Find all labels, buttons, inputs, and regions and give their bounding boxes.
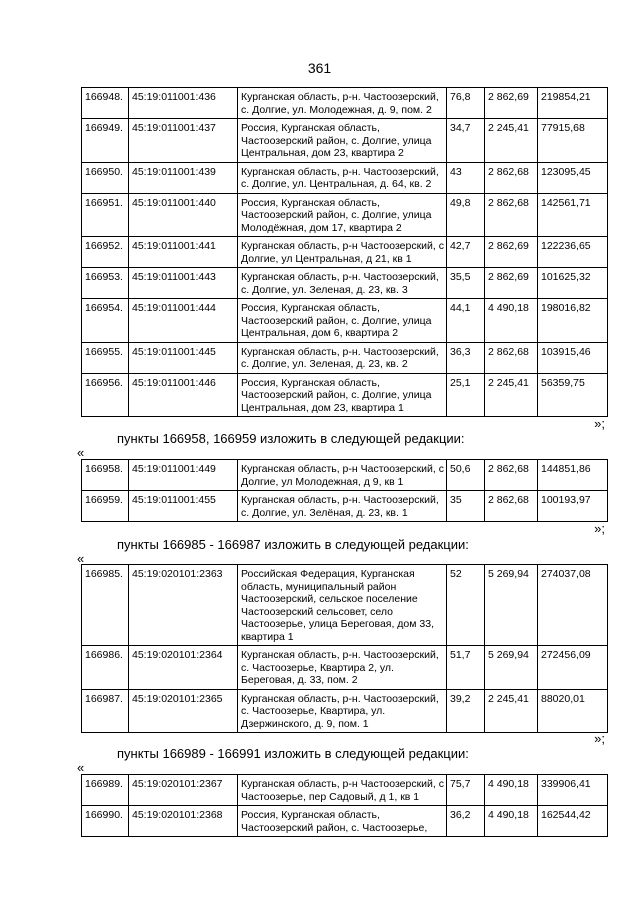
cadastral-number-cell: 45:19:020101:2367 [129,775,238,806]
cadastral-number-cell: 45:19:011001:440 [129,193,238,237]
property-table-2 [81,459,608,522]
property-table-1 [81,87,608,417]
cadastral-number-cell: 45:19:011001:455 [129,491,238,522]
area-cell: 42,7 [447,237,485,268]
item-number-cell: 166956. [82,373,129,417]
area-cell: 34,7 [447,119,485,163]
amendment-instruction: пункты 166989 - 166991 изложить в следующей редакции: [117,746,469,761]
cadastral-number-cell: 45:19:011001:444 [129,299,238,343]
property-table-4 [81,774,608,837]
amendment-instruction: пункты 166985 - 166987 изложить в следующей редакции: [117,537,469,552]
value-cell: 100193,97 [538,491,608,522]
table-row [82,373,608,417]
cadastral-number-cell: 45:19:011001:445 [129,342,238,373]
value-cell: 198016,82 [538,299,608,343]
address-cell: Курганская область, р-н. Частоозерский, с. Частоозерье, Квартира 2, ул. Береговая, д. 33, пом. 2 [238,646,447,690]
table-row [82,268,608,299]
rate-cell: 2 862,68 [485,162,538,193]
item-number-cell: 166953. [82,268,129,299]
cadastral-number-cell: 45:19:011001:441 [129,237,238,268]
value-cell: 103915,46 [538,342,608,373]
address-cell: Курганская область, р-н. Частоозерский, с. Долгие, ул. Центральная, д. 64, кв. 2 [238,162,447,193]
address-cell: Курганская область, р-н Частоозерский, с Долгие, ул Центральная, д 21, кв 1 [238,237,447,268]
table-row [82,806,608,837]
value-cell: 77915,68 [538,119,608,163]
cadastral-number-cell: 45:19:011001:436 [129,88,238,119]
rate-cell: 2 862,68 [485,193,538,237]
value-cell: 219854,21 [538,88,608,119]
table-row [82,491,608,522]
item-number-cell: 166948. [82,88,129,119]
cadastral-number-cell: 45:19:011001:449 [129,460,238,491]
area-cell: 35,5 [447,268,485,299]
value-cell: 339906,41 [538,775,608,806]
cadastral-number-cell: 45:19:011001:437 [129,119,238,163]
value-cell: 142561,71 [538,193,608,237]
closing-quote: »; [594,521,605,536]
item-number-cell: 166987. [82,689,129,733]
value-cell: 56359,75 [538,373,608,417]
item-number-cell: 166955. [82,342,129,373]
cadastral-number-cell: 45:19:011001:446 [129,373,238,417]
address-cell: Россия, Курганская область, Частоозерский район, с. Долгие, улица Молодёжная, дом 17, квартира 2 [238,193,447,237]
rate-cell: 2 862,69 [485,268,538,299]
address-cell: Россия, Курганская область, Частоозерский район, с. Частоозерье, [238,806,447,837]
area-cell: 25,1 [447,373,485,417]
area-cell: 44,1 [447,299,485,343]
item-number-cell: 166958. [82,460,129,491]
cadastral-number-cell: 45:19:020101:2368 [129,806,238,837]
table-row [82,565,608,646]
address-cell: Курганская область, р-н. Частоозерский, с. Частоозерье, Квартира, ул. Дзержинского, д. 9, пом. 1 [238,689,447,733]
table-row [82,193,608,237]
item-number-cell: 166950. [82,162,129,193]
area-cell: 49,8 [447,193,485,237]
table-row [82,299,608,343]
table-row [82,775,608,806]
address-cell: Российская Федерация, Курганская область, муниципальный район Частоозерский, сельское поселение Частоозерский сельсовет, село Частоозерье, улица Береговая, дом 33, квартира 1 [238,565,447,646]
value-cell: 272456,09 [538,646,608,690]
rate-cell: 2 245,41 [485,689,538,733]
closing-quote: »; [594,731,605,746]
item-number-cell: 166949. [82,119,129,163]
address-cell: Курганская область, р-н Частоозерский, с Частоозерье, пер Садовый, д 1, кв 1 [238,775,447,806]
address-cell: Курганская область, р-н. Частоозерский, с. Долгие, ул. Молодежная, д. 9, пом. 2 [238,88,447,119]
area-cell: 36,2 [447,806,485,837]
item-number-cell: 166986. [82,646,129,690]
cadastral-number-cell: 45:19:011001:443 [129,268,238,299]
item-number-cell: 166989. [82,775,129,806]
rate-cell: 4 490,18 [485,299,538,343]
address-cell: Россия, Курганская область, Частоозерский район, с. Долгие, улица Центральная, дом 6, квартира 2 [238,299,447,343]
rate-cell: 4 490,18 [485,806,538,837]
opening-quote: « [77,551,85,566]
table-row [82,88,608,119]
table-row [82,162,608,193]
rate-cell: 5 269,94 [485,565,538,646]
item-number-cell: 166985. [82,565,129,646]
area-cell: 35 [447,491,485,522]
address-cell: Курганская область, р-н Частоозерский, с Долгие, ул Молодежная, д 9, кв 1 [238,460,447,491]
table-row [82,119,608,163]
value-cell: 122236,65 [538,237,608,268]
property-table-3 [81,564,608,733]
area-cell: 39,2 [447,689,485,733]
address-cell: Курганская область, р-н. Частоозерский, с. Долгие, ул. Зеленая, д. 23, кв. 3 [238,268,447,299]
area-cell: 36,3 [447,342,485,373]
value-cell: 274037,08 [538,565,608,646]
area-cell: 76,8 [447,88,485,119]
value-cell: 162544,42 [538,806,608,837]
amendment-instruction: пункты 166958, 166959 изложить в следующей редакции: [117,431,465,446]
value-cell: 101625,32 [538,268,608,299]
rate-cell: 5 269,94 [485,646,538,690]
rate-cell: 4 490,18 [485,775,538,806]
rate-cell: 2 862,69 [485,237,538,268]
value-cell: 123095,45 [538,162,608,193]
cadastral-number-cell: 45:19:020101:2363 [129,565,238,646]
value-cell: 88020,01 [538,689,608,733]
value-cell: 144851,86 [538,460,608,491]
closing-quote: »; [594,416,605,431]
cadastral-number-cell: 45:19:011001:439 [129,162,238,193]
item-number-cell: 166959. [82,491,129,522]
address-cell: Курганская область, р-н. Частоозерский, с. Долгие, ул. Зеленая, д. 23, кв. 2 [238,342,447,373]
table-row [82,342,608,373]
item-number-cell: 166954. [82,299,129,343]
table-row [82,689,608,733]
area-cell: 75,7 [447,775,485,806]
table-row [82,460,608,491]
area-cell: 52 [447,565,485,646]
table-row [82,646,608,690]
area-cell: 51,7 [447,646,485,690]
cadastral-number-cell: 45:19:020101:2365 [129,689,238,733]
area-cell: 43 [447,162,485,193]
cadastral-number-cell: 45:19:020101:2364 [129,646,238,690]
rate-cell: 2 862,68 [485,491,538,522]
item-number-cell: 166951. [82,193,129,237]
opening-quote: « [77,760,85,775]
item-number-cell: 166990. [82,806,129,837]
address-cell: Россия, Курганская область, Частоозерский район, с. Долгие, улица Центральная, дом 23, квартира 1 [238,373,447,417]
opening-quote: « [77,445,85,460]
area-cell: 50,6 [447,460,485,491]
rate-cell: 2 245,41 [485,119,538,163]
rate-cell: 2 245,41 [485,373,538,417]
item-number-cell: 166952. [82,237,129,268]
rate-cell: 2 862,68 [485,460,538,491]
page-number: 361 [307,60,332,76]
rate-cell: 2 862,69 [485,88,538,119]
table-row [82,237,608,268]
rate-cell: 2 862,68 [485,342,538,373]
address-cell: Курганская область, р-н. Частоозерский, с. Долгие, ул. Зелёная, д. 23, кв. 1 [238,491,447,522]
address-cell: Россия, Курганская область, Частоозерский район, с. Долгие, улица Центральная, дом 23, квартира 2 [238,119,447,163]
